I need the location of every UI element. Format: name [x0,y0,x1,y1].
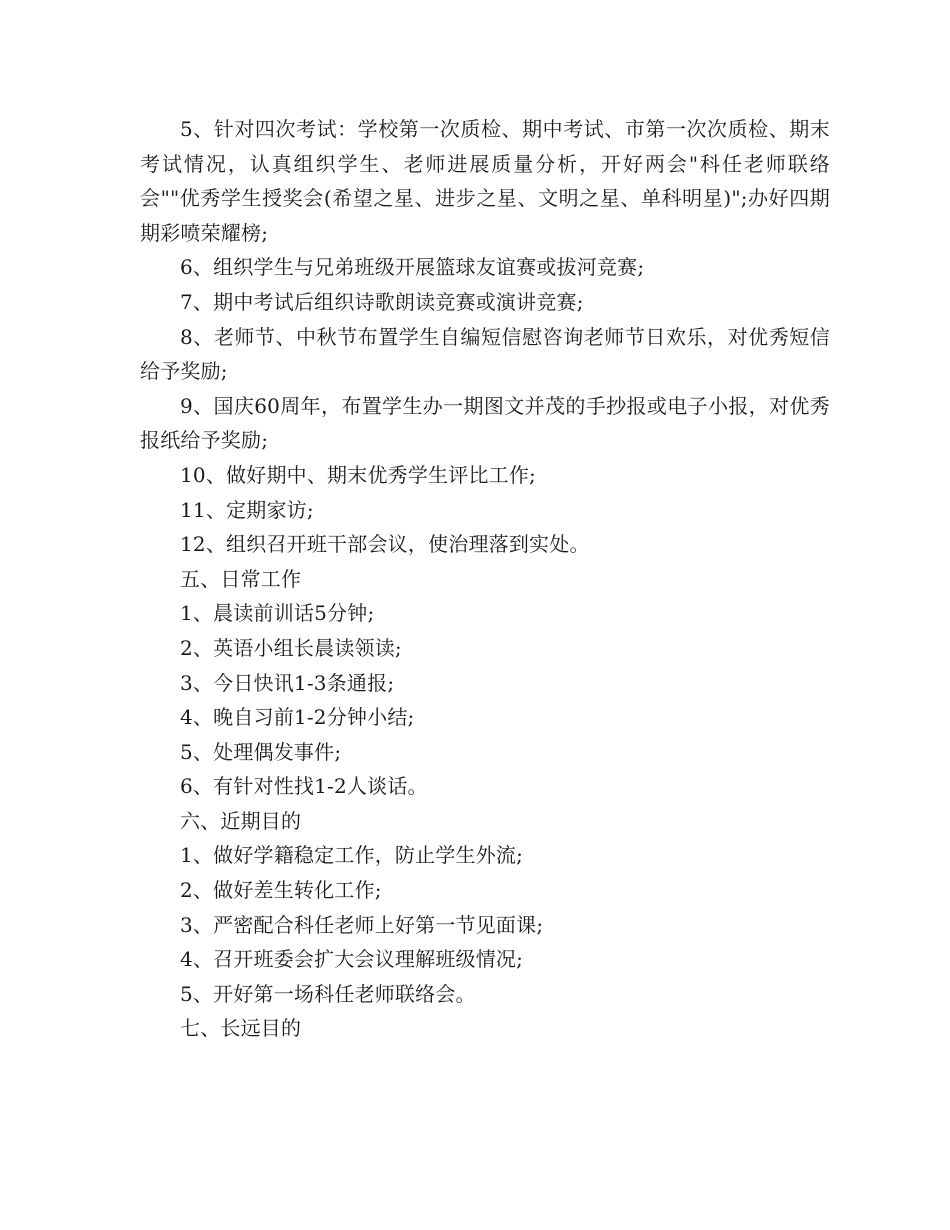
section-heading-long-term-goals: 七、长远目的 [180,1016,302,1041]
paragraph-poetry: 7、期中考试后组织诗歌朗读竞赛或演讲竞赛; [180,289,584,314]
section-heading-daily-work: 五、日常工作 [180,566,302,591]
paragraph-exam-plan: 5、针对四次考试：学校第一次质检、期中考试、市第一次次质检、期末考试情况，认真组织学生、老师进展质量分析，开好两会"科任老师联络会""优秀学生授奖会(希望之星、进步之星、文明之星、单科明星)";办好四期期彩喷荣耀榜; [140,117,830,245]
paragraph-teachers-day: 8、老师节、中秋节布置学生自编短信慰咨询老师节日欢乐，对优秀短信给予奖励; [140,324,830,384]
paragraph-home-visit: 11、定期家访; [180,497,314,522]
section-heading-short-term-goals: 六、近期目的 [180,808,302,833]
paragraph-cadre-meeting: 12、组织召开班干部会议，使治理落到实处。 [180,532,590,557]
document-body [140,112,830,1046]
list-item-goal-1: 1、做好学籍稳定工作，防止学生外流; [180,843,524,868]
paragraph-student-evaluation: 10、做好期中、期末优秀学生评比工作; [180,462,536,487]
paragraph-national-day: 9、国庆60周年，布置学生办一期图文并茂的手抄报或电子小报，对优秀报纸给予奖励; [140,393,830,453]
paragraph-basketball: 6、组织学生与兄弟班级开展篮球友谊赛或拔河竞赛; [180,255,645,280]
list-item-daily-4: 4、晚自习前1-2分钟小结; [180,705,415,730]
list-item-daily-6: 6、有针对性找1-2人谈话。 [180,774,428,799]
list-item-daily-3: 3、今日快讯1-3条通报; [180,670,395,695]
list-item-goal-2: 2、做好差生转化工作; [180,878,382,903]
list-item-daily-5: 5、处理偶发事件; [180,739,342,764]
list-item-goal-4: 4、召开班委会扩大会议理解班级情况; [180,947,524,972]
list-item-daily-1: 1、晨读前训话5分钟; [180,601,375,626]
list-item-daily-2: 2、英语小组长晨读领读; [180,635,402,660]
list-item-goal-3: 3、严密配合科任老师上好第一节见面课; [180,912,544,937]
list-item-goal-5: 5、开好第一场科任老师联络会。 [180,981,476,1006]
